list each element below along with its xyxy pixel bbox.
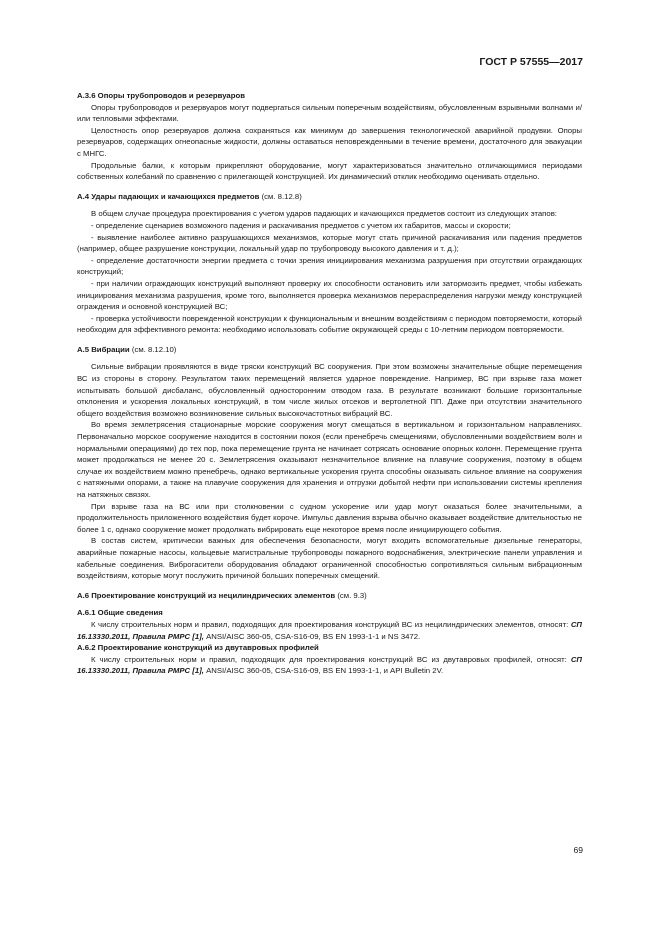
a5-paragraph: Сильные вибрации проявляются в виде тряски конструкций ВС сооружения. При этом возможны значительные общие перемещения ВС из стороны в сторону. Результатом таких перемещений является ударное повреждение. Например, ВС при взрыве газа может испытывать большой дисбаланс, обусловленный односторонним отводом газа. В результате возникают большие горизонтальные отклонения и ускорения локальных конструкций, в том числе жилых отсеков и вертолетной ПП. Даже при отсутствии значительного общего воздействия возможно возникновение сильных высокочастотных вибраций ВС. bbox=[77, 362, 582, 418]
page-number: 69 bbox=[573, 845, 583, 855]
subsection-a61-heading: А.6.1 Общие сведения bbox=[77, 608, 163, 618]
a4-paragraph: В общем случае процедура проектирования с учетом ударов падающих и качающихся предметов состоит из следующих этапов: bbox=[91, 209, 557, 219]
a62-norms-ref: СП 16.13330.2011, Правила РМРС [1], bbox=[77, 654, 582, 676]
a4-list-item: - определение сценариев возможного падения и раскачивания предметов с учетом их габаритов, массы и скорости; bbox=[91, 220, 511, 230]
a61-paragraph bbox=[77, 619, 582, 642]
subsection-a62-heading: А.6.2 Проектирование конструкций из двутавровых профилей bbox=[77, 643, 319, 653]
standard-number: ГОСТ Р 57555—2017 bbox=[479, 56, 583, 68]
a4-list-item: - выявление наиболее активно разрушающихся механизмов, которые могут стать причиной раскачивания или падения предметов (например, общее разрушение конструкции, локальный удар по трубопроводу высокого давления и т. д.); bbox=[77, 232, 582, 254]
section-a6-heading bbox=[77, 590, 582, 602]
a5-paragraph: При взрыве газа на ВС или при столкновении с судном ускорение или удар могут оказаться более значительными, а продолжительность приложенного воздействия будет короче. Импульс давления взрыва обычно оказывает воздействие длительностью не более 1 с, однако сооружение может продолжать вибрировать еще некоторое время после инициирующего события. bbox=[77, 501, 582, 534]
a62-paragraph bbox=[77, 654, 582, 677]
a36-paragraph: Целостность опор резервуаров должна сохраняться как минимум до завершения технологической аварийной продувки. Опоры резервуаров, содержащих огнеопасные жидкости, должны оставаться неповрежденными в течение времени, достаточного для эвакуации с МНГС. bbox=[77, 125, 582, 158]
a6-heading-text: А.6 Проектирование конструкций из нецилиндрических элементов bbox=[77, 590, 336, 600]
document-body bbox=[77, 90, 582, 677]
a61-norms-ref: СП 16.13330.2011, Правила РМРС [1], bbox=[77, 619, 582, 641]
a5-heading-text: А.5 Вибрации bbox=[77, 344, 130, 354]
a36-paragraph: Продольные балки, к которым прикрепляют оборудование, могут характеризоваться значительно отличающимися периодами собственных колебаний по сравнению с прилегающей конструкцией. Их динамический отклик необходимо оценивать отдельно. bbox=[77, 160, 582, 182]
section-a5-heading bbox=[77, 344, 582, 356]
a5-heading-ref: (см. 8.12.10) bbox=[131, 344, 177, 354]
a62-text-a: К числу строительных норм и правил, подходящих для проектирования конструкций ВС из двутавровых профилей, относят: bbox=[91, 654, 571, 664]
section-a36-heading: А.3.6 Опоры трубопроводов и резервуаров bbox=[77, 91, 245, 100]
a62-text-c: ANSI/AISC 360-05, CSA-S16-09, BS EN 1993-1-1, и API Bulletin 2V. bbox=[203, 666, 444, 676]
a4-list-item: - определение достаточности энергии предмета с точки зрения инициирования механизма разрушения при отсутствии ограждающих конструкций; bbox=[77, 255, 582, 277]
a61-text-a: К числу строительных норм и правил, подходящих для проектирования конструкций ВС из нецилиндрических элементов, относят: bbox=[91, 619, 571, 629]
a4-heading-ref: (см. 8.12.8) bbox=[261, 191, 302, 201]
a36-paragraph: Опоры трубопроводов и резервуаров могут подвергаться сильным поперечным воздействиям, обусловленным взрывными волнами и/или тепловыми эффектами. bbox=[77, 102, 582, 124]
a4-list-item: - проверка устойчивости поврежденной конструкции к функциональным и внешним воздействиям с периодом повторяемости, который необходим для эффективного ремонта: необходимо использовать событие окружающей среды с 10-летним периодом повторяемости. bbox=[77, 313, 582, 335]
a6-heading-ref: (см. 9.3) bbox=[337, 590, 367, 600]
a5-paragraph: В состав систем, критически важных для обеспечения безопасности, могут входить вспомогательные дизельные генераторы, аварийные пожарные насосы, кольцевые магистральные трубопроводы пожарного водоснабжения, электрические панели управления и кабельные соединения. Виброгасители оборудования обладают ограниченной способностью сопротивляться сильным вибрационным воздействиям, которые могут послужить причиной больших поперечных смещений. bbox=[77, 536, 582, 581]
a5-paragraph: Во время землетрясения стационарные морские сооружения могут смещаться в вертикальном и горизонтальном направлениях. Первоначально морское сооружение находится в состоянии покоя (если пренебречь смещениями, обусловленными воздействием волн и нормальными операциями) до тех пор, пока перемещение грунта не начинает сотрясать основание опорных колонн. Перемещение грунта может продолжаться не менее 20 с. Землетрясения оказывают незначительное влияние на плавучие сооружения, поэтому в общем случае их воздействием можно пренебречь, однако вертикальные ускорения грунта способны оказывать сильное влияние на сооружения с натяжными опорами, а также на плавучие сооружения для хранения и отгрузки добытой нефти при использовании системы крепления на натяжных связях. bbox=[77, 420, 582, 499]
a61-text-c: ANSI/AISC 360-05, CSA-S16-09, BS EN 1993-1-1 и NS 3472. bbox=[203, 631, 421, 641]
a4-list-item: - при наличии ограждающих конструкций выполняют проверку их способности остановить или затормозить предмет, чтобы избежать инициирования механизма разрушения, кроме того, выполняется проверка механизмов перераспределения нагрузки между конструкцией ограждения и основной конструкцией ВС; bbox=[77, 278, 582, 312]
a4-heading-text: А.4 Удары падающих и качающихся предметов bbox=[77, 191, 260, 201]
section-a4-heading bbox=[77, 191, 582, 203]
